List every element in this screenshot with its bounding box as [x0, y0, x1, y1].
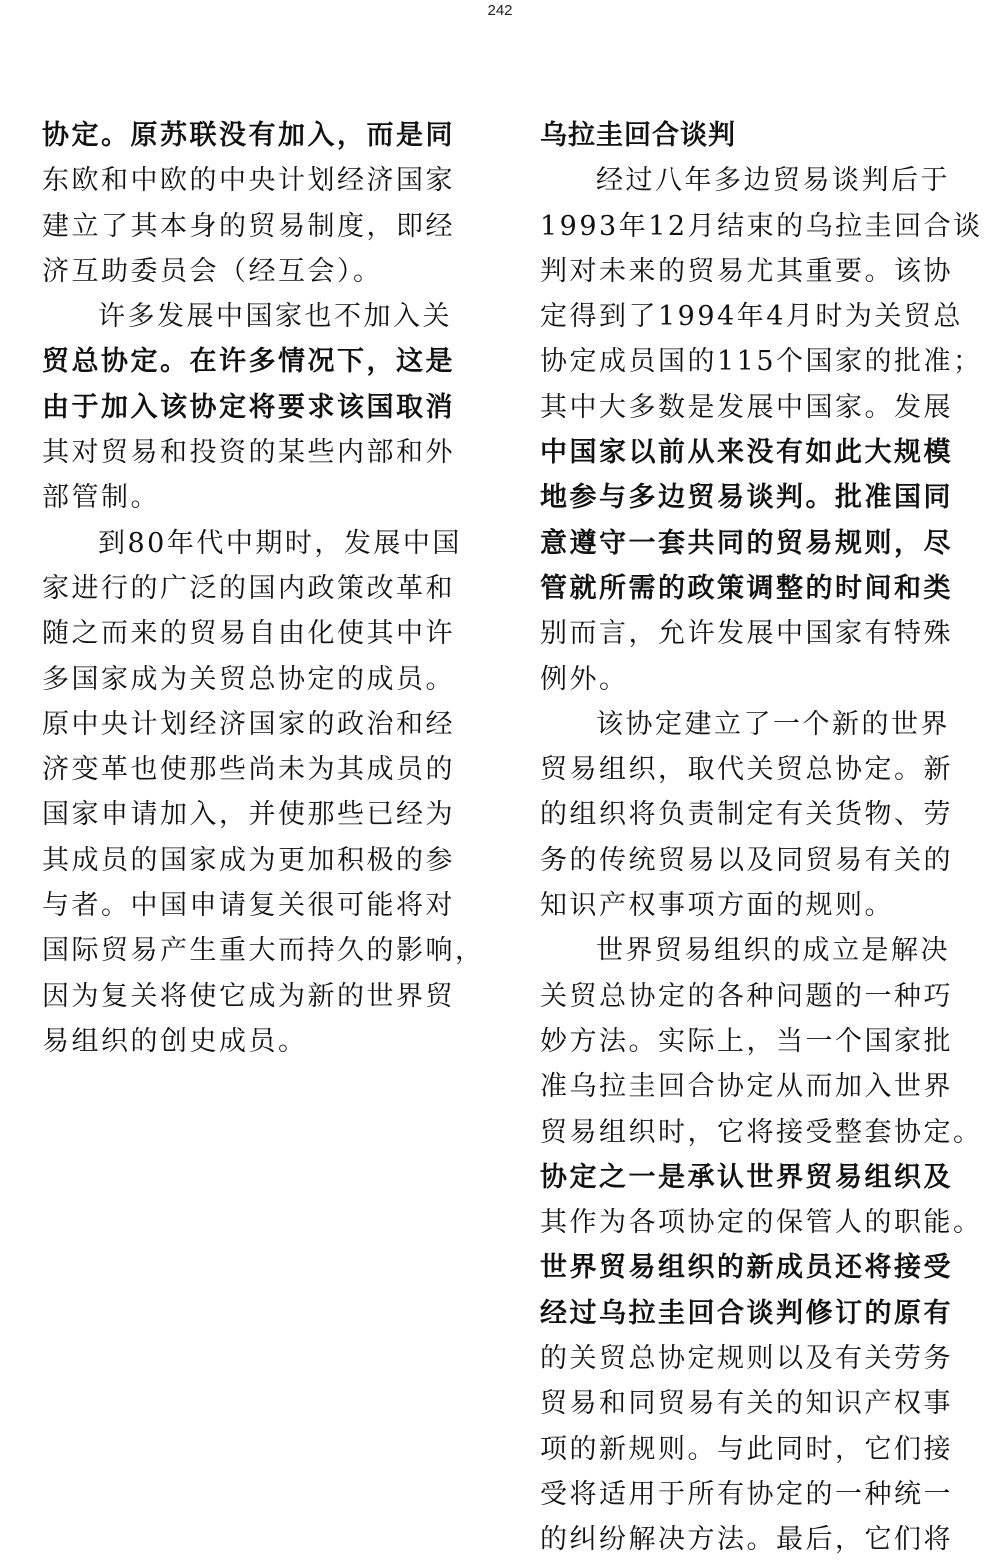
text-line: 贸易组织时，它将接受整套协定。 [540, 1116, 983, 1148]
text-line: 济变革也使那些尚未为其成员的 [42, 754, 455, 786]
text-line: 意遵守一套共同的贸易规则，尽 [540, 527, 953, 559]
text-line: 经过八年多边贸易谈判后于 [596, 165, 950, 197]
section-heading: 乌拉圭回合谈判 [540, 120, 736, 151]
text-line: 许多发展中国家也不加入关 [98, 301, 452, 333]
text-line: 易组织的创史成员。 [42, 1025, 308, 1057]
text-line: 建立了其本身的贸易制度，即经 [42, 210, 455, 242]
text-line: 的关贸总协定规则以及有关劳务 [540, 1343, 953, 1375]
text-line: 1993年12月结束的乌拉圭回合谈 [540, 210, 983, 242]
text-line: 济互助委员会（经互会）。 [42, 255, 383, 287]
text-line: 地参与多边贸易谈判。批准国同 [540, 482, 953, 514]
text-line: 中国家以前从来没有如此大规模 [540, 437, 953, 469]
text-line: 例外。 [540, 663, 629, 695]
text-line: 协定成员国的115个国家的批准； [540, 346, 983, 378]
text-line: 贸易和同贸易有关的知识产权事 [540, 1388, 953, 1420]
text-line: 该协定建立了一个新的世界 [596, 708, 950, 740]
text-line: 贸总协定。在许多情况下，这是 [42, 346, 455, 378]
text-line: 与者。中国申请复关很可能将对 [42, 890, 455, 922]
text-line: 务的传统贸易以及同贸易有关的 [540, 844, 953, 876]
text-line: 妙方法。实际上，当一个国家批 [540, 1025, 953, 1057]
text-line: 家进行的广泛的国内政策改革和 [42, 572, 455, 604]
right-column [540, 113, 983, 1563]
text-line: 判对未来的贸易尤其重要。该协 [540, 255, 953, 287]
left-column [42, 113, 485, 1064]
text-line: 其成员的国家成为更加积极的参 [42, 844, 455, 876]
text-line: 经过乌拉圭回合谈判修订的原有 [540, 1297, 953, 1329]
text-line: 的组织将负责制定有关货物、劳 [540, 799, 953, 831]
text-line: 因为复关将使它成为新的世界贸 [42, 980, 455, 1012]
text-line: 受将适用于所有协定的一种统一 [540, 1478, 953, 1510]
page-number: 242 [487, 2, 513, 19]
text-line: 多国家成为关贸总协定的成员。 [42, 663, 455, 695]
text-line: 由于加入该协定将要求该国取消 [42, 391, 455, 423]
text-line: 国际贸易产生重大而持久的影响， [42, 935, 485, 967]
text-line: 关贸总协定的各种问题的一种巧 [540, 980, 953, 1012]
text-line: 贸易组织，取代关贸总协定。新 [540, 754, 953, 786]
text-line: 定得到了1994年4月时为关贸总 [540, 301, 963, 333]
text-line: 东欧和中欧的中央计划经济国家 [42, 165, 455, 197]
text-line: 世界贸易组织的新成员还将接受 [540, 1252, 953, 1284]
text-line: 协定。原苏联没有加入，而是同 [42, 120, 455, 151]
text-line: 部管制。 [42, 482, 160, 514]
text-line: 世界贸易组织的成立是解决 [596, 935, 950, 967]
text-line: 国家申请加入，并使那些已经为 [42, 799, 455, 831]
text-line: 到80年代中期时，发展中国 [98, 527, 462, 559]
text-line: 其作为各项协定的保管人的职能。 [540, 1207, 983, 1239]
text-line: 准乌拉圭回合协定从而加入世界 [540, 1071, 953, 1103]
text-line: 知识产权事项方面的规则。 [540, 890, 894, 922]
text-line: 的纠纷解决方法。最后，它们将 [540, 1524, 953, 1556]
text-line: 协定之一是承认世界贸易组织及 [540, 1161, 953, 1193]
text-line: 管就所需的政策调整的时间和类 [540, 572, 953, 604]
text-line: 别而言，允许发展中国家有特殊 [540, 618, 953, 650]
text-line: 其中大多数是发展中国家。发展 [540, 391, 953, 423]
text-line: 其对贸易和投资的某些内部和外 [42, 437, 455, 469]
text-line: 原中央计划经济国家的政治和经 [42, 708, 455, 740]
text-line: 项的新规则。与此同时，它们接 [540, 1433, 953, 1465]
text-line: 随之而来的贸易自由化使其中许 [42, 618, 455, 650]
